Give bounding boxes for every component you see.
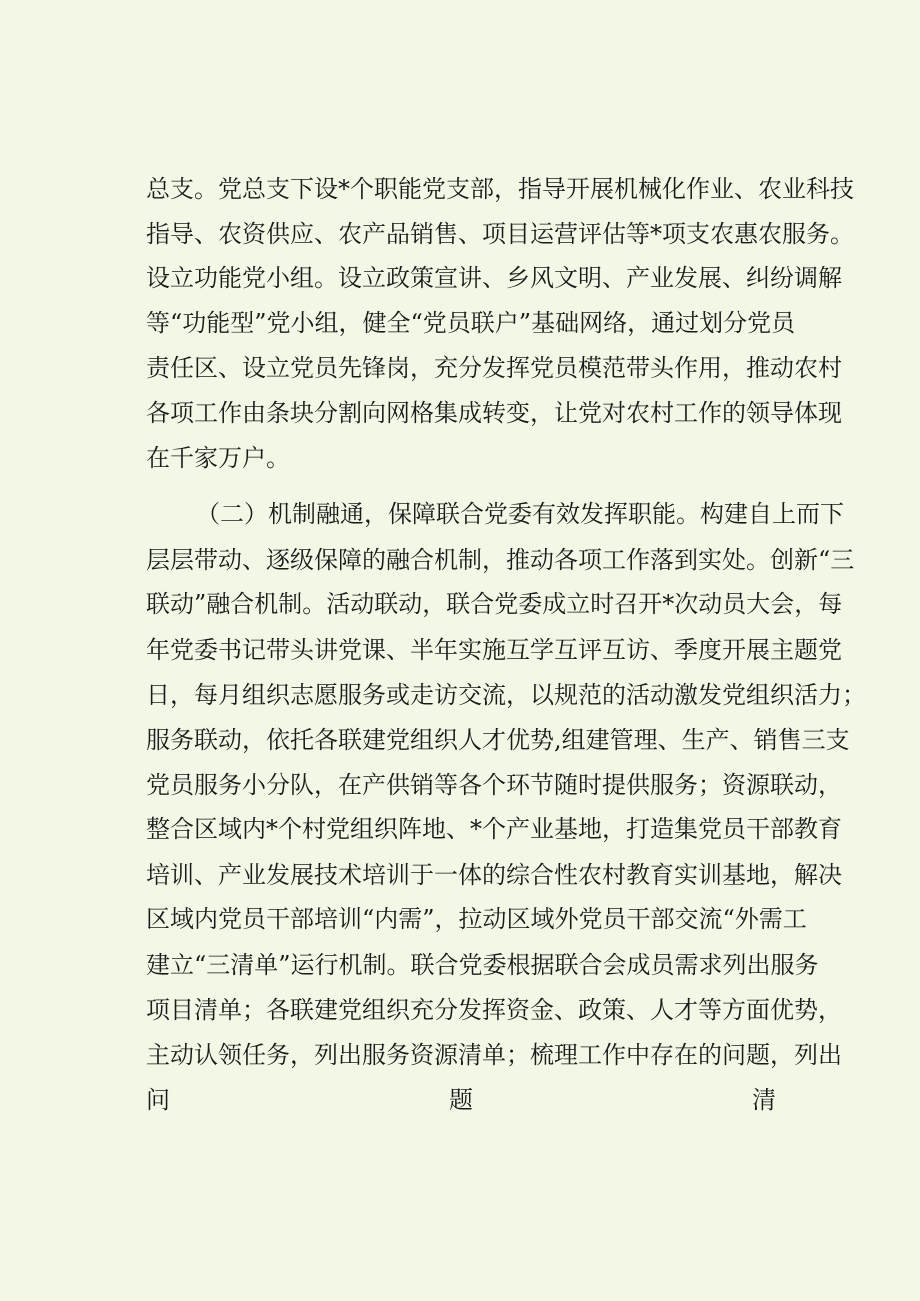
text-line-7: 在千家万户。	[146, 444, 290, 472]
text-line-3: 设立功能党小组。设立政策宣讲、乡风文明、产业发展、纠纷调解	[146, 264, 842, 292]
text-line-14: 党员服务小分队，在产供销等各个环节随时提供服务；资源联动，	[146, 771, 842, 799]
text-line-9: 层层带动、逐级保障的融合机制，推动各项工作落到实处。创新“三	[146, 546, 855, 574]
text-line-8: （二）机制融通，保障联合党委有效发挥职能。构建自上而下	[196, 500, 844, 528]
text-line-16: 培训、产业发展技术培训于一体的综合性农村教育实训基地，解决	[146, 861, 842, 889]
text-line-5: 责任区、设立党员先锋岗，充分发挥党员模范带头作用，推动农村	[146, 354, 842, 382]
text-line-12: 日，每月组织志愿服务或走访交流，以规范的活动激发党组织活力；	[146, 681, 866, 709]
text-line-15: 整合区域内*个村党组织阵地、*个产业基地，打造集党员干部教育	[146, 815, 842, 843]
text-line-10: 联动”融合机制。活动联动，联合党委成立时召开*次动员大会，每	[146, 590, 843, 618]
text-line-1: 总支。党总支下设*个职能党支部，指导开展机械化作业、农业科技	[146, 175, 854, 203]
text-line-6: 各项工作由条块分割向网格集成转变，让党对农村工作的领导体现	[146, 399, 842, 427]
text-line-17: 区域内党员干部培训“内需”，拉动区域外党员干部交流“外需工	[146, 905, 807, 933]
text-line-18: 建立“三清单”运行机制。联合党委根据联合会成员需求列出服务	[146, 951, 819, 979]
text-line-19: 项目清单；各联建党组织充分发挥资金、政策、人才等方面优势，	[146, 996, 842, 1024]
text-line-4: 等“功能型”党小组，健全“党员联户”基础网络，通过划分党员	[146, 309, 796, 337]
text-line-2: 指导、农资供应、农产品销售、项目运营评估等*项支农惠农服务。	[146, 220, 854, 248]
text-line-11: 年党委书记带头讲党课、半年实施互学互评互访、季度开展主题党	[146, 636, 842, 664]
text-line-21: 问 题 清	[146, 1086, 776, 1114]
text-line-20: 主动认领任务，列出服务资源清单；梳理工作中存在的问题，列出	[146, 1041, 842, 1069]
text-line-13: 服务联动，依托各联建党组织人才优势,组建管理、生产、销售三支	[146, 726, 850, 754]
